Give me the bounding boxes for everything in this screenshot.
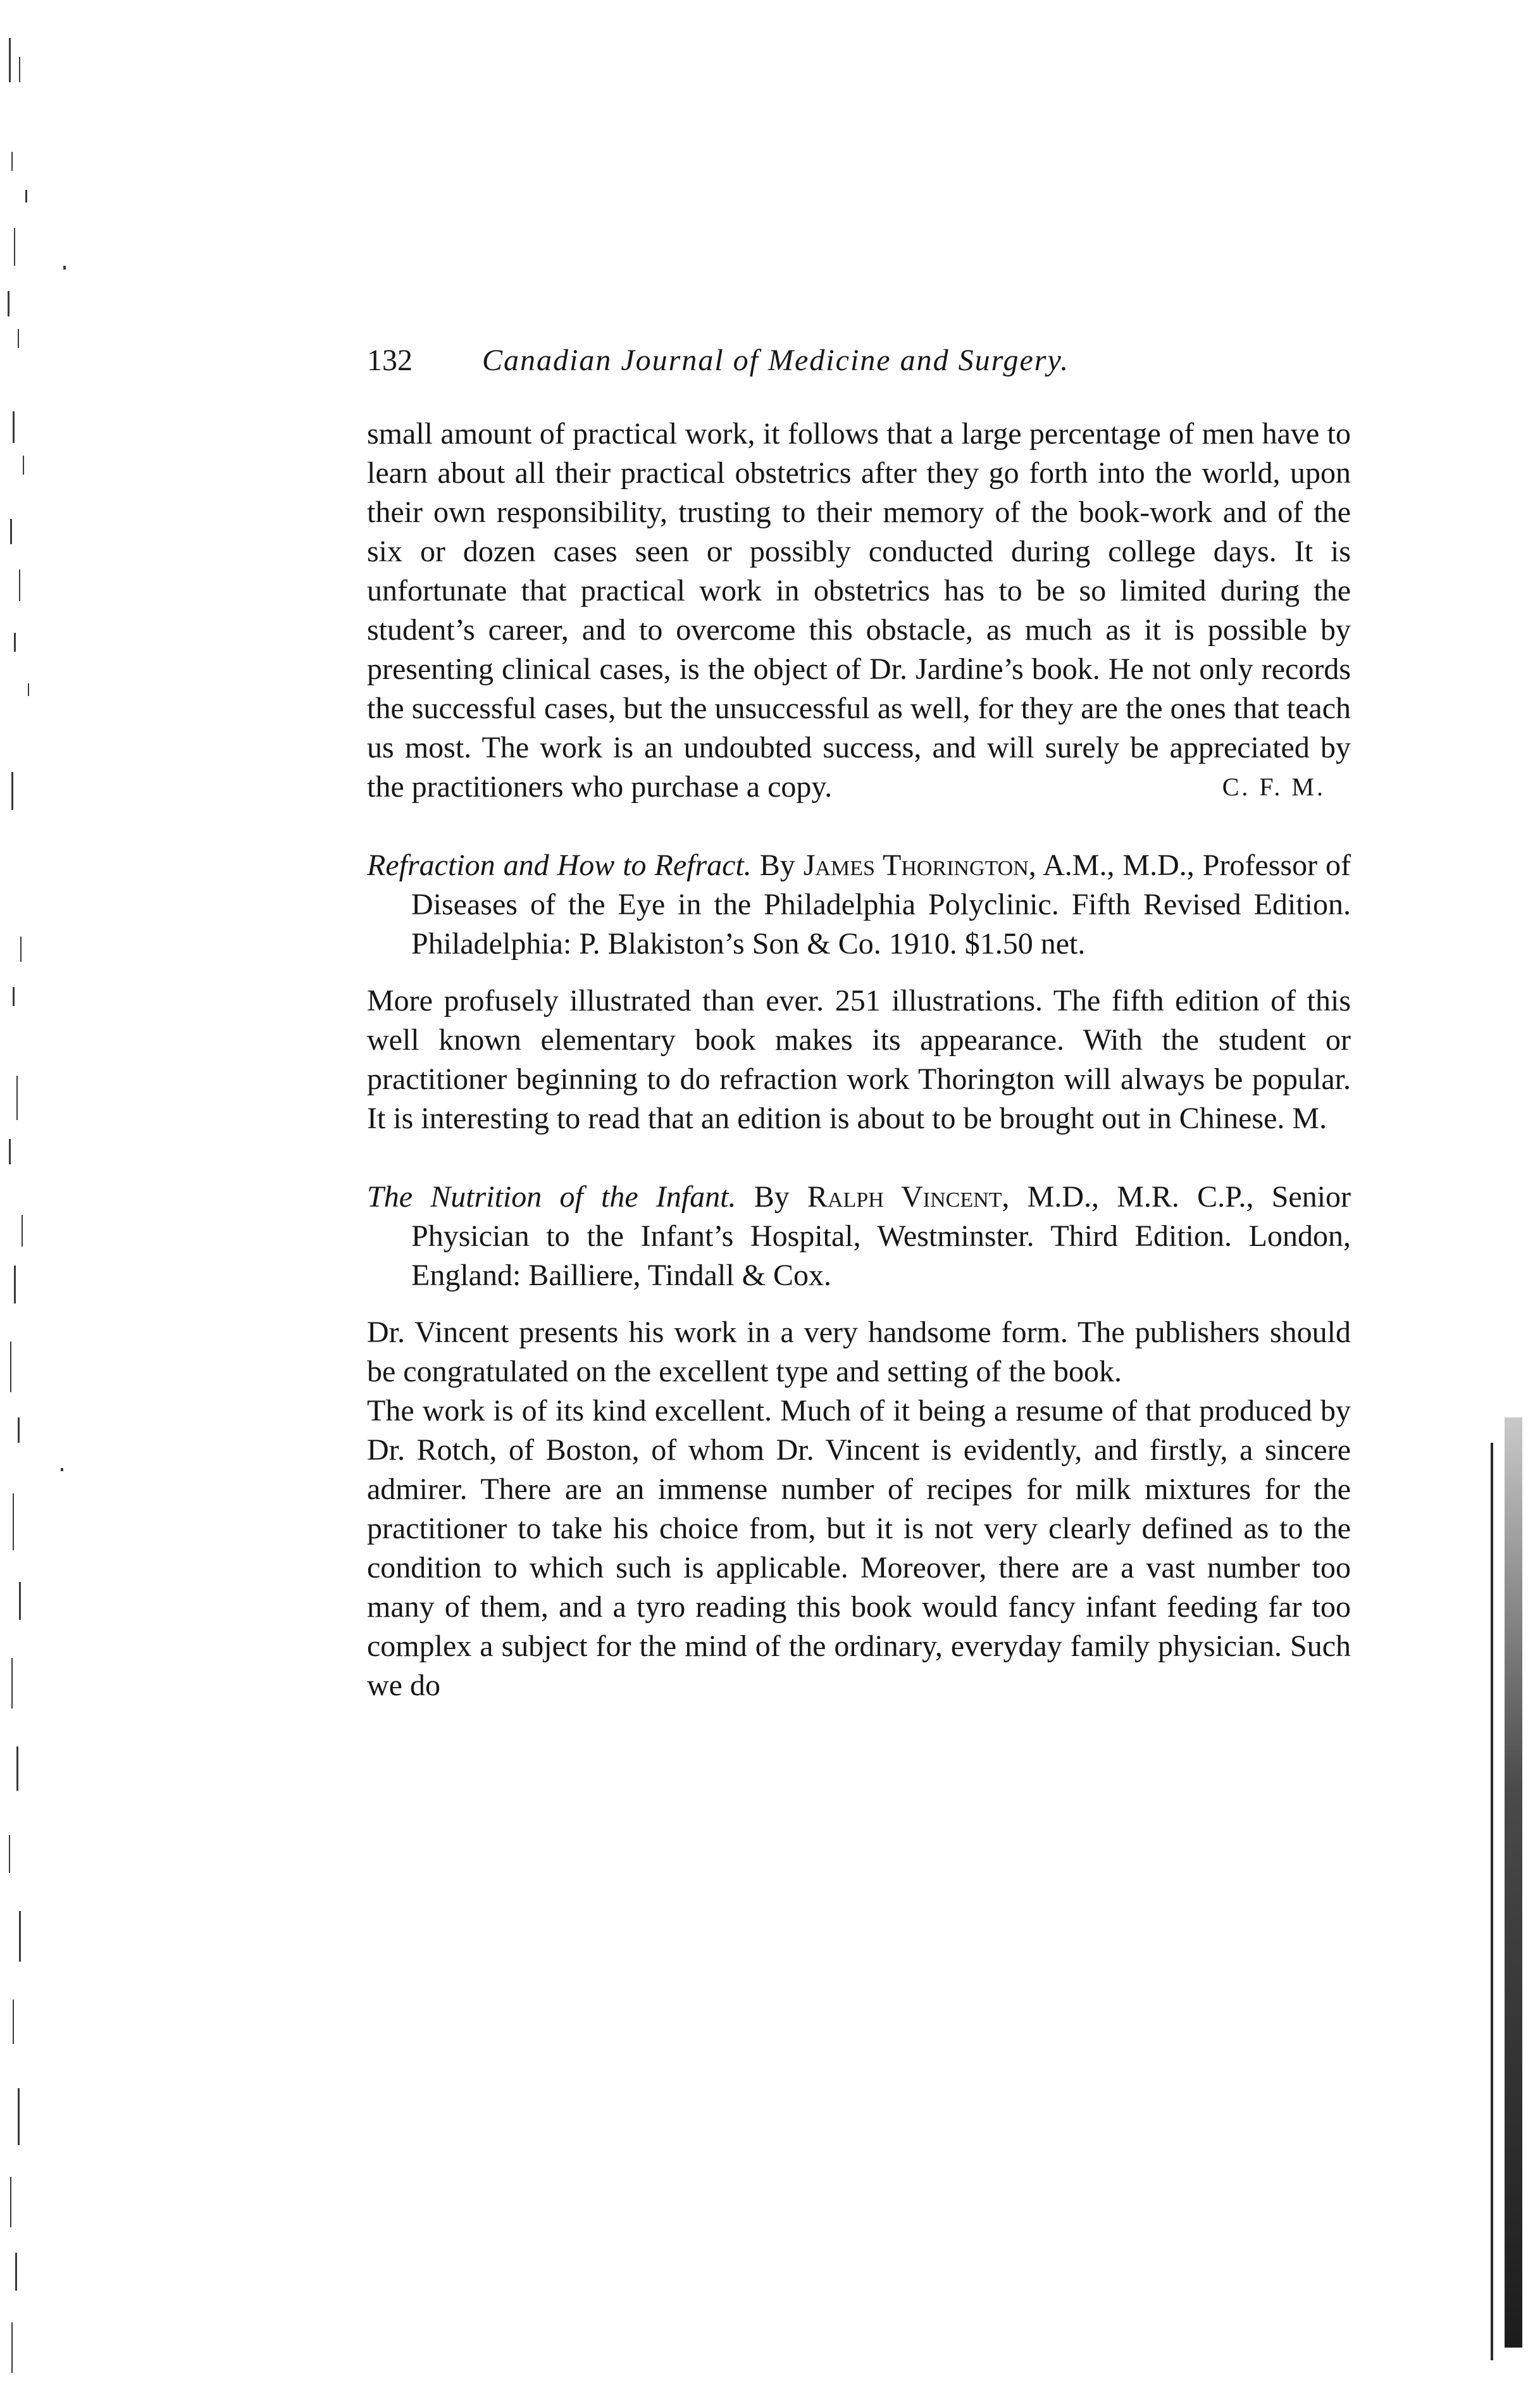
page-number: 132 xyxy=(367,344,413,377)
book-details: M.D., M.R. C.P., Senior Physician to the Infant’s Hospital, Westminster. Third Edition. London, England: Bailliere, Tindall & Cox. xyxy=(411,1180,1351,1292)
page-header xyxy=(367,339,1354,383)
book-title: The Nutrition of the Infant. xyxy=(367,1180,736,1214)
section-gap xyxy=(367,807,1351,846)
review-heading xyxy=(367,846,1351,964)
author-name: Ralph Vincent, xyxy=(807,1180,1010,1214)
author-name: James Thorington, xyxy=(803,849,1036,882)
page-body xyxy=(367,414,1351,1705)
continued-review-paragraph xyxy=(367,414,1351,807)
book-details: A.M., M.D., Professor of Diseases of the Eye in the Philadelphia Polyclinic. Fifth Revised Edition. Philadelphia: P. Blakiston’s Son & Co. 1910. $1.50 net. xyxy=(411,849,1351,961)
review-heading xyxy=(367,1178,1351,1295)
by-word: By xyxy=(759,849,795,882)
by-word: By xyxy=(754,1180,790,1214)
review-refraction xyxy=(367,846,1351,1138)
heading-gap xyxy=(367,1295,1351,1313)
review-nutrition xyxy=(367,1178,1351,1705)
continued-review-text: small amount of practical work, it follows that a large percentage of men have to learn about all their practical obstetrics after they go forth into the world, upon their own responsibility, trusting to their memory of the book-work and of the six or dozen cases seen or possibly conducted during college days. It is unfortunate that practical work in obstetrics has to be so limited during the student’s career, and to overcome this obstacle, as much as it is possible by presenting clinical cases, is the object of Dr. Jardine’s book. He not only records the successful cases, but the unsuccessful as well, for they are the ones that teach us most. The work is an undoubted success, and will surely be appreciated by the practitioners who purchase a copy. xyxy=(367,417,1351,804)
review-signature: C. F. M. xyxy=(1222,773,1326,801)
heading-gap xyxy=(367,964,1351,981)
binding-shadow xyxy=(1505,1417,1522,2348)
review-paragraph: The work is of its kind excellent. Much of it being a resume of that produced by Dr. Rotch, of Boston, of whom Dr. Vincent is evidently, and firstly, a sincere admirer. There are an immense number of recipes for milk mixtures for the practitioner to take his choice from, but it is not very clearly defined as to the condition to which such is applicable. Moreover, there are a vast number too many of them, and a tyro reading this book would fancy infant feeding far too complex a subject for the mind of the ordinary, everyday family physician. Such we do xyxy=(367,1394,1351,1702)
scan-margin-marks xyxy=(0,0,89,2390)
running-title: Canadian Journal of Medicine and Surgery. xyxy=(482,344,1070,377)
book-title: Refraction and How to Refract. xyxy=(367,849,752,882)
review-paragraph: Dr. Vincent presents his work in a very handsome form. The publishers should be congratulated on the excellent type and setting of the book. xyxy=(367,1316,1351,1388)
binding-shadow-line xyxy=(1491,1443,1493,2360)
review-paragraph xyxy=(367,981,1351,1138)
section-gap xyxy=(367,1138,1351,1178)
review-paragraph-text: More profusely illustrated than ever. 251 illustrations. The fifth edition of this well known elementary book makes its appearance. With the student or practitioner beginning to do refraction work Thorington will always be popular. It is interesting to read that an edition is about to be brought out in Chinese. xyxy=(367,984,1351,1135)
review-signature: M. xyxy=(1292,1102,1327,1135)
